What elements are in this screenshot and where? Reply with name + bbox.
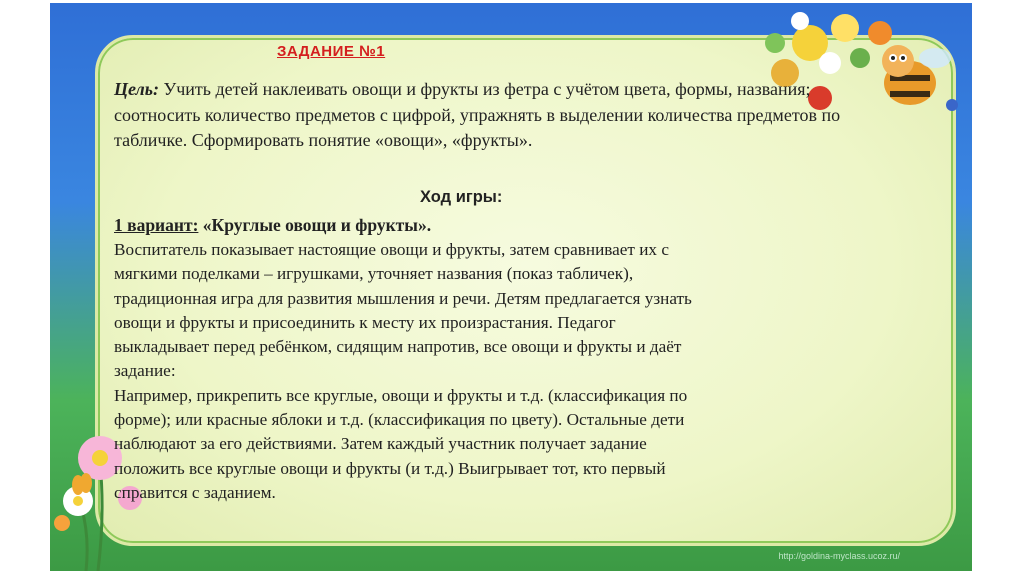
variant-label: 1 вариант:	[114, 215, 199, 235]
variant-line	[114, 213, 431, 238]
body-line: форме); или красные яблоки и т.д. (классификация по цвету). Остальные дети	[114, 410, 685, 430]
body-line: мягкими поделками – игрушками, уточняет названия (показ табличек),	[114, 264, 634, 284]
course-heading: Ход игры:	[420, 188, 503, 206]
watermark: http://goldina-myclass.ucoz.ru/	[778, 551, 900, 561]
body-line: овощи и фрукты и присоединить к месту их произрастания. Педагог	[114, 312, 616, 332]
goal-label: Цель:	[114, 79, 159, 99]
goal-text: Учить детей наклеивать овощи и фрукты из фетра с учётом цвета, формы, названия; соотносить количество предметов с цифрой, упражнять в выделении количества предметов по табличке. Сформировать понятие «овощи», «фрукты».	[114, 79, 841, 150]
game-description	[114, 238, 874, 505]
body-line: выкладывает перед ребёнком, сидящим напротив, все овощи и фрукты и даёт	[114, 337, 682, 357]
body-line: Воспитатель показывает настоящие овощи и фрукты, затем сравнивает их с	[114, 240, 669, 259]
body-line: положить все круглые овощи и фрукты (и т.д.) Выигрывает тот, кто первый	[114, 458, 666, 478]
goal-paragraph	[114, 77, 854, 154]
body-line: наблюдают за его действиями. Затем каждый участник получает задание	[114, 434, 647, 454]
task-title: ЗАДАНИЕ №1	[277, 43, 386, 60]
body-line: традиционная игра для развития мышления и речи. Детям предлагается узнать	[114, 288, 692, 308]
body-line: Например, прикрепить все круглые, овощи и фрукты и т.д. (классификация по	[114, 385, 688, 405]
variant-title: «Круглые овощи и фрукты».	[202, 215, 432, 235]
body-line: задание:	[114, 361, 176, 381]
body-line: справится с заданием.	[114, 482, 276, 502]
